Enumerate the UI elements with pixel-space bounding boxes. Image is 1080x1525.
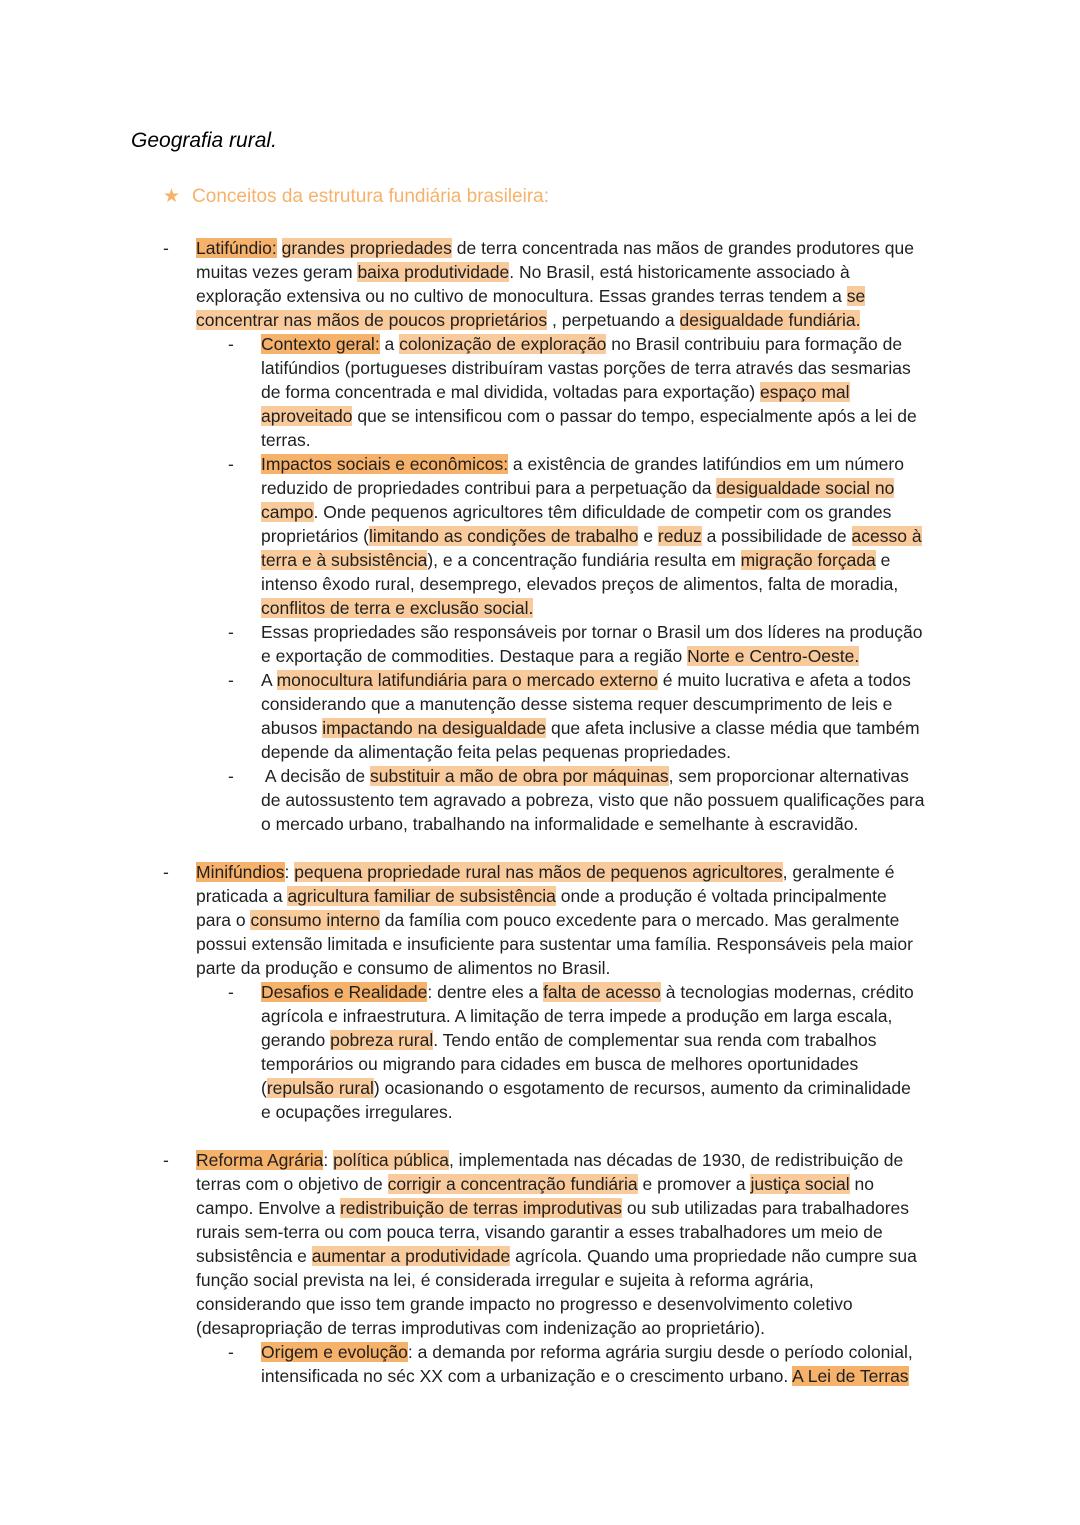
highlighted-phrase: corrigir a concentração fundiária — [387, 1174, 638, 1194]
document-title: Geografia rural. — [131, 129, 277, 152]
text-run: onde a produção é voltada principalmente — [555, 886, 887, 906]
text-line — [261, 644, 1080, 668]
text-line — [261, 620, 1080, 644]
text-line — [261, 716, 1080, 740]
text-line — [261, 548, 1080, 572]
section-heading-text: Conceitos da estrutura fundiária brasileira: — [192, 186, 550, 207]
text-line — [261, 764, 1080, 788]
text-line — [261, 476, 1080, 500]
highlighted-phrase: campo — [261, 502, 314, 522]
text-line — [261, 452, 1080, 476]
text-run — [277, 238, 282, 258]
document-body — [0, 236, 1080, 1412]
text-line — [196, 1196, 1080, 1220]
highlighted-phrase: migração forçada — [740, 550, 876, 570]
text-run: rurais sem-terra ou com pouca terra, visando garantir a esses trabalhadores um meio de — [196, 1222, 883, 1242]
text-line — [196, 1244, 1080, 1268]
text-line — [196, 308, 1080, 332]
text-line — [196, 1220, 1080, 1244]
text-run: intensificada no séc XX com a urbanização e o crescimento urbano. — [261, 1366, 793, 1386]
list-item — [0, 236, 1080, 332]
text-run: gerando — [261, 1030, 331, 1050]
highlighted-phrase: consumo interno — [250, 910, 380, 930]
text-run: : a demanda por reforma agrária surgiu desde o período colonial, — [407, 1342, 913, 1362]
text-line — [261, 668, 1080, 692]
sub-list-item — [0, 764, 1080, 836]
highlighted-term: Contexto geral: — [261, 334, 380, 354]
text-run: é muito lucrativa e afeta a todos — [657, 670, 911, 690]
highlighted-phrase: reduz — [657, 526, 702, 546]
text-line — [196, 908, 1080, 932]
text-run: e — [638, 526, 658, 546]
text-line — [261, 380, 1080, 404]
highlighted-phrase: monocultura latifundiária para o mercado externo — [276, 670, 658, 690]
text-run: no — [849, 1174, 874, 1194]
text-run: de forma concentrada e mal dividida, voltadas para exportação) — [261, 382, 761, 402]
highlighted-phrase: colonização de exploração — [399, 334, 607, 354]
topic-section — [0, 1148, 1080, 1388]
highlighted-term: Reforma Agrária — [196, 1150, 324, 1170]
bullet-dash: - — [163, 238, 169, 258]
text-run: ( — [261, 1078, 267, 1098]
list-item — [0, 1148, 1080, 1340]
highlighted-phrase: conflitos de terra e exclusão social. — [261, 598, 534, 618]
text-line — [261, 1052, 1080, 1076]
bullet-dash: - — [228, 982, 234, 1002]
highlighted-phrase: redistribuição de terras improdutivas — [339, 1198, 623, 1218]
text-line — [196, 884, 1080, 908]
bullet-dash: - — [228, 766, 234, 786]
text-line — [261, 812, 1080, 836]
text-line — [261, 980, 1080, 1004]
text-run: no Brasil contribuiu para formação de — [606, 334, 903, 354]
text-run: e promover a — [637, 1174, 751, 1194]
text-line — [196, 1292, 1080, 1316]
text-line — [261, 1100, 1080, 1124]
text-line — [261, 1340, 1080, 1364]
highlighted-phrase: acesso à — [851, 526, 922, 546]
highlighted-phrase: aproveitado — [261, 406, 353, 426]
highlighted-phrase: agricultura familiar de subsistência — [287, 886, 556, 906]
text-run: A — [261, 670, 277, 690]
text-line — [196, 932, 1080, 956]
text-line — [196, 284, 1080, 308]
text-run: que se intensificou com o passar do tempo, especialmente após a lei de — [352, 406, 917, 426]
text-run: proprietários ( — [261, 526, 369, 546]
text-run: a possibilidade de — [701, 526, 852, 546]
text-line — [261, 428, 1080, 452]
topic-section — [0, 236, 1080, 836]
star-icon: ★ — [163, 186, 181, 207]
text-run: ou sub utilizadas para trabalhadores — [622, 1198, 910, 1218]
text-run: depende da alimentação feita pelas pequenas propriedades. — [261, 742, 731, 762]
sub-list-item — [0, 620, 1080, 668]
highlighted-phrase: aumentar a produtividade — [311, 1246, 511, 1266]
highlighted-phrase: desigualdade fundiária. — [679, 310, 861, 330]
sub-list-item — [0, 668, 1080, 764]
text-line — [196, 236, 1080, 260]
sub-list-item — [0, 332, 1080, 452]
text-run: e ocupações irregulares. — [261, 1102, 453, 1122]
bullet-dash: - — [228, 622, 234, 642]
text-line — [196, 1268, 1080, 1292]
text-line — [261, 596, 1080, 620]
text-run: latifúndios (portugueses distribuíram vastas porções de terra através das sesmarias — [261, 358, 911, 378]
text-run: terras. — [261, 430, 311, 450]
text-run: , perpetuando a — [547, 310, 680, 330]
text-line — [261, 572, 1080, 596]
text-run: à tecnologias modernas, crédito — [660, 982, 914, 1002]
text-line — [261, 404, 1080, 428]
sub-list-item — [0, 980, 1080, 1124]
highlighted-phrase: falta de acesso — [543, 982, 661, 1002]
highlighted-term: Desafios e Realidade — [261, 982, 428, 1002]
highlighted-phrase: substituir a mão de obra por máquinas — [369, 766, 669, 786]
text-run: : dentre eles a — [427, 982, 544, 1002]
highlighted-term: Minifúndios — [196, 862, 285, 882]
text-line — [261, 740, 1080, 764]
text-run: ) ocasionando o esgotamento de recursos, aumento da criminalidade — [373, 1078, 911, 1098]
text-run: de terra concentrada nas mãos de grandes produtores que — [451, 238, 915, 258]
text-run: : — [323, 1150, 334, 1170]
text-run: que afeta inclusive a classe média que também — [546, 718, 920, 738]
text-run: temporários ou migrando para cidades em busca de melhores oportunidades — [261, 1054, 859, 1074]
bullet-dash: - — [228, 670, 234, 690]
text-run: A decisão de — [261, 766, 370, 786]
text-run: subsistência e — [196, 1246, 312, 1266]
text-run: considerando que a manutenção desse sistema requer descumprimento de leis e — [261, 694, 893, 714]
text-line — [261, 1076, 1080, 1100]
highlighted-phrase: justiça social — [750, 1174, 850, 1194]
highlighted-phrase: espaço mal — [760, 382, 850, 402]
text-run: parte da produção e consumo de alimentos no Brasil. — [196, 958, 611, 978]
highlighted-phrase: baixa produtividade — [357, 262, 510, 282]
text-line — [196, 1148, 1080, 1172]
text-run: agrícola e infraestrutura. A limitação de terra impede a produção em larga escala, — [261, 1006, 893, 1026]
highlighted-term: A Lei de Terras — [792, 1366, 909, 1386]
highlighted-term: Origem e evolução — [261, 1342, 408, 1362]
text-run: intenso êxodo rural, desemprego, elevados preços de alimentos, falta de moradia, — [261, 574, 899, 594]
highlighted-phrase: terra e à subsistência — [261, 550, 428, 570]
text-run: função social prevista na lei, é considerada irregular e sujeita à reforma agrária, — [196, 1270, 814, 1290]
text-run: considerando que isso tem grande impacto no progresso e desenvolvimento coletivo — [196, 1294, 853, 1314]
highlighted-term: Impactos sociais e econômicos: — [261, 454, 509, 474]
text-run: exploração extensiva ou no cultivo de monocultura. Essas grandes terras tendem a — [196, 286, 847, 306]
text-line — [261, 356, 1080, 380]
text-run: ), e a concentração fundiária resulta em — [427, 550, 741, 570]
text-line — [261, 788, 1080, 812]
text-run: abusos — [261, 718, 323, 738]
topic-section — [0, 860, 1080, 1124]
text-run: agrícola. Quando uma propriedade não cumpre sua — [510, 1246, 917, 1266]
text-line — [196, 860, 1080, 884]
text-line — [261, 692, 1080, 716]
bullet-dash: - — [228, 334, 234, 354]
text-run: . Tendo então de complementar sua renda com trabalhos — [433, 1030, 877, 1050]
highlighted-phrase: pequena propriedade rural nas mãos de pequenos agricultores — [294, 862, 783, 882]
text-run: terras com o objetivo de — [196, 1174, 388, 1194]
text-run: para o — [196, 910, 251, 930]
highlighted-phrase: se — [846, 286, 866, 306]
text-run: muitas vezes geram — [196, 262, 358, 282]
text-line — [261, 524, 1080, 548]
highlighted-phrase: grandes propriedades — [281, 238, 452, 258]
bullet-dash: - — [163, 1150, 169, 1170]
text-run: a existência de grandes latifúndios em um número — [508, 454, 904, 474]
text-line — [261, 1028, 1080, 1052]
text-line — [261, 1004, 1080, 1028]
text-run: possui extensão limitada e insuficiente para sustentar uma família. Responsáveis pela maior — [196, 934, 913, 954]
text-run: praticada a — [196, 886, 288, 906]
text-run: . Onde pequenos agricultores têm dificuldade de competir com os grandes — [313, 502, 892, 522]
text-run: o mercado urbano, trabalhando na informalidade e semelhante à escravidão. — [261, 814, 859, 834]
text-line — [196, 260, 1080, 284]
list-item — [0, 860, 1080, 980]
text-run: . No Brasil, está historicamente associado à — [509, 262, 850, 282]
highlighted-phrase: desigualdade social no — [716, 478, 895, 498]
text-line — [261, 1364, 1080, 1388]
text-run: e — [875, 550, 891, 570]
highlighted-phrase: limitando as condições de trabalho — [368, 526, 639, 546]
text-run: a — [379, 334, 400, 354]
text-run: de autossustento tem agravado a pobreza, visto que não possuem qualificações para — [261, 790, 925, 810]
text-run: (desapropriação de terras improdutivas com indenização ao proprietário). — [196, 1318, 766, 1338]
sub-list-item — [0, 452, 1080, 620]
text-line — [196, 1172, 1080, 1196]
text-run: reduzido de propriedades contribui para a perpetuação da — [261, 478, 717, 498]
text-run: campo. Envolve a — [196, 1198, 340, 1218]
text-run: Essas propriedades são responsáveis por tornar o Brasil um dos líderes na produção — [261, 622, 923, 642]
highlighted-phrase: pobreza rural — [330, 1030, 434, 1050]
highlighted-phrase: impactando na desigualdade — [322, 718, 547, 738]
bullet-dash: - — [228, 454, 234, 474]
highlighted-term: Latifúndio: — [196, 238, 277, 258]
highlighted-phrase: política pública — [333, 1150, 449, 1170]
text-run: da família com pouco excedente para o mercado. Mas geralmente — [379, 910, 900, 930]
text-line — [261, 332, 1080, 356]
text-run: : — [284, 862, 295, 882]
text-run: , sem proporcionar alternativas — [668, 766, 909, 786]
text-run: , implementada nas décadas de 1930, de redistribuição de — [448, 1150, 904, 1170]
bullet-dash: - — [163, 862, 169, 882]
text-line — [261, 500, 1080, 524]
highlighted-phrase: Norte e Centro-Oeste. — [687, 646, 860, 666]
text-run: e exportação de commodities. Destaque para a região — [261, 646, 688, 666]
text-line — [196, 1316, 1080, 1340]
text-line — [196, 956, 1080, 980]
highlighted-phrase: concentrar nas mãos de poucos proprietários — [196, 310, 548, 330]
text-run: , geralmente é — [782, 862, 895, 882]
sub-list-item — [0, 1340, 1080, 1388]
section-heading — [163, 185, 549, 208]
highlighted-phrase: repulsão rural — [266, 1078, 374, 1098]
bullet-dash: - — [228, 1342, 234, 1362]
